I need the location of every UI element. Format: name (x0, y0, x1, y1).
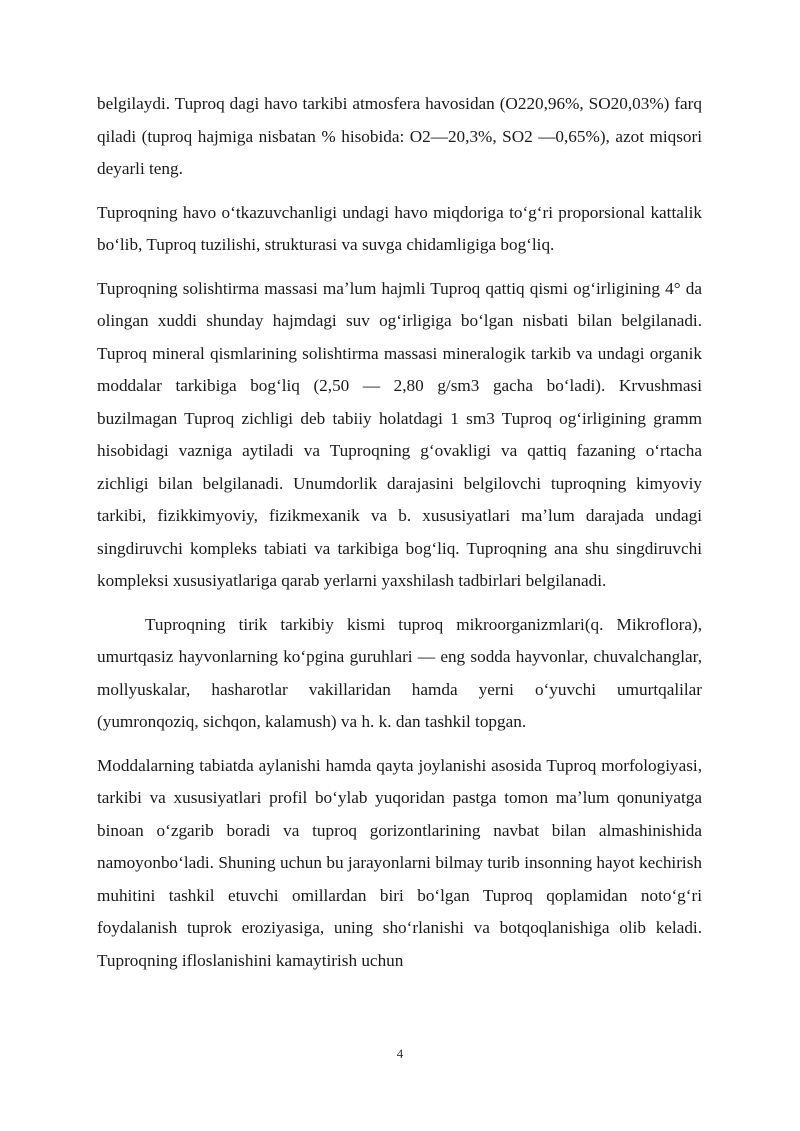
paragraph-5: Moddalarning tabiatda aylanishi hamda qayta joylanishi asosida Tuproq morfologiyasi, tarkibi va xususiyatlari profil boʻylab yuqoridan pastga tomon maʼlum qonuniyatga binoan oʻzgarib boradi va tuproq gorizontlarining navbat bilan almashinishida namoyonboʻladi. Shuning uchun bu jarayonlarni bilmay turib insonning hayot kechirish muhitini tashkil etuvchi omillardan biri boʻlgan Tuproq qoplamidan notoʻgʻri foydalanish tuprok eroziyasiga, uning shoʻrlanishi va botqoqlanishiga olib keladi. Tuproqning ifloslanishini kamaytirish uchun (97, 755, 702, 970)
page-number: 4 (396, 1046, 404, 1061)
paragraph-3: Tuproqning solishtirma massasi maʼlum hajmli Tuproq qattiq qismi ogʻirligining 4° da olingan xuddi shunday hajmdagi suv ogʻirligiga boʻlgan nisbati bilan belgilanadi. Tuproq mineral qismlarining solishtirma massasi mineralogik tarkib va undagi organik moddalar tarkibiga bogʻliq (2,50 — 2,80 g/sm3 gacha boʻladi). Krvushmasi buzilmagan Tuproq zichligi deb tabiiy holatdagi 1 sm3 Tuproq ogʻirligining gramm hisobidagi vazniga aytiladi va Tuproqning gʻovakligi va qattiq fazaning oʻrtacha zichligi bilan belgilanadi. Unumdorlik darajasini belgilovchi tuproqning kimyoviy tarkibi, fizikkimyoviy, fizikmexanik va b. xususiyatlari maʼlum darajada undagi singdiruvchi kompleks tabiati va tarkibiga bogʻliq. Tuproqning ana shu singdiruvchi kompleksi xususiyatlariga qarab yerlarni yaxshilash tadbirlari belgilanadi. (97, 278, 702, 590)
paragraph-1: belgilaydi. Tuproq dagi havo tarkibi atmosfera havosidan (O220,96%, SO20,03%) farq qiladi (tuproq hajmiga nisbatan % hisobida: O2—20,3%, SO2 —0,65%), azot miqsori deyarli teng. (97, 94, 702, 178)
paragraph-2: Tuproqning havo oʻtkazuvchanligi undagi havo miqdoriga toʻgʻri proporsional kattalik boʻlib, Tuproq tuzilishi, strukturasi va suvga chidamligiga bogʻliq. (97, 202, 702, 254)
paragraph-4: Tuproqning tirik tarkibiy kismi tuproq mikroorganizmlari(q. Mikroflora), umurtqasiz hayvonlarning koʻpgina guruhlari — eng sodda hayvonlar, chuvalchanglar, mollyuskalar, hasharotlar vakillaridan hamda yerni oʻyuvchi umurtqalilar (yumronqoziq, sichqon, kalamush) va h. k. dan tashkil topgan. (97, 614, 702, 731)
document-page (97, 88, 702, 988)
